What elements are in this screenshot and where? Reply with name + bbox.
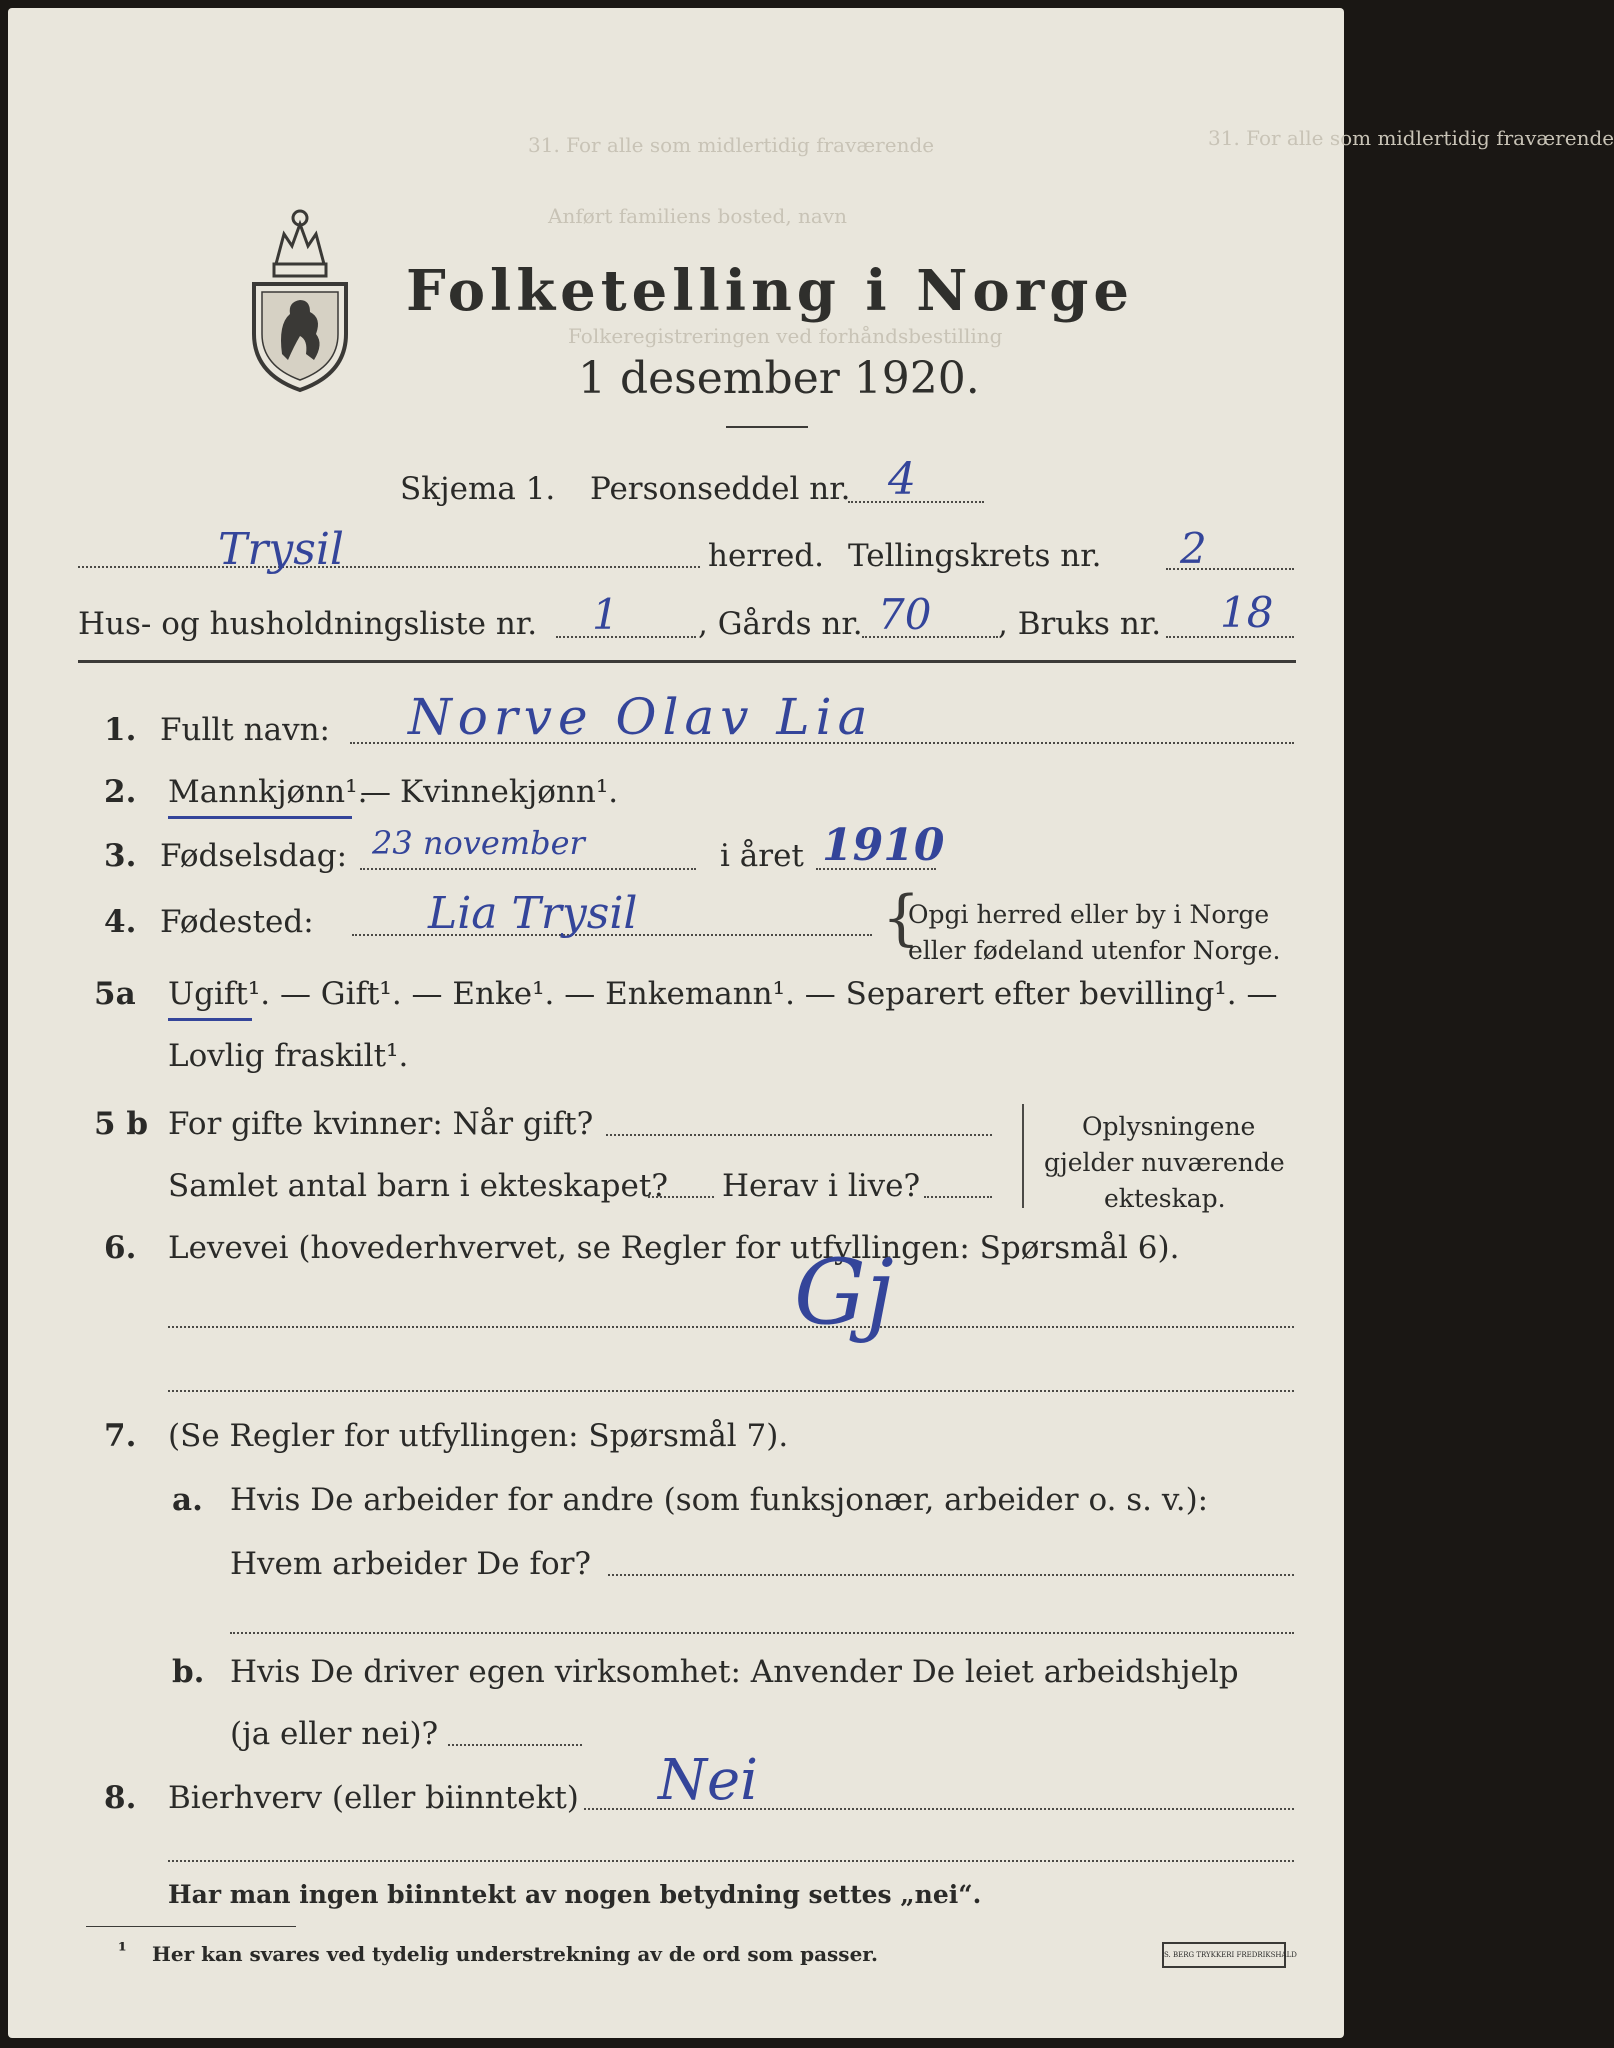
ghost-text: 31. For alle som midlertidig fraværende [528,133,935,157]
q8-value: Nei [658,1748,759,1813]
q6-line2 [168,1390,1294,1392]
q7a-line-extra [230,1632,1294,1634]
tellingskrets-value: 2 [1180,524,1207,573]
q7b-line [448,1744,582,1746]
q1-number: 1. [104,712,137,748]
q4-value: Lia Trysil [428,888,638,939]
q5a-line1: Ugift¹. — Gift¹. — Enke¹. — Enkemann¹. — Separert efter bevilling¹. — [168,976,1278,1012]
q4-label: Fødested: [160,904,314,940]
q6-number: 6. [104,1230,137,1266]
coat-of-arms-icon [244,194,356,394]
tellingskrets-label: Tellingskrets nr. [848,538,1102,574]
title-divider [726,426,808,428]
q7-number: 7. [104,1418,137,1454]
q3-year-label: i året [720,838,804,874]
personseddel-line [848,501,984,503]
q5b-children-line [648,1196,714,1198]
form-title: Folketelling i Norge [406,258,1135,324]
q5b-line2a: Samlet antal barn i ekteskapet? [168,1168,668,1204]
footnote-text: Her kan svares ved tydelig understrekning av de ord som passer. [152,1942,878,1966]
census-form: 31. For alle som midlertidig fraværende 31. For alle som midlertidig fraværende Anført familiens bosted, navn Folkeregistreringen ved forhåndsbestilling Folketelling i Norge 1 desember 1920. Skjema 1. Personseddel nr. 4 Trysil herred. Tellingskrets nr. 2 Hus- og husholdningsliste nr. 1 , Gårds nr. 70 , Bruks nr. 18 1. Fullt navn: Norve Olav Lia 2. Mannkjønn¹. — Kvinnekjønn¹. 3. Fødselsdag: 23 november i året 1910 4. Fødested: Lia Trysil { Opgi herred eller by i Norge eller fødeland utenfor Norge. 5a Ugift¹. — Gift¹. — Enke¹. — Enkemann¹. — Separert efter bevilling¹. — Lovlig fraskilt¹. 5 b For gifte kvinner: Når gift? Samlet antal barn i ekteskapet? Herav i live? Oplysningene gjelder nuværende ekteskap. 6. Levevei (hovederhvervet, se Regler for utfyllingen: Spørsmål 6). Gj 7. (Se Regler for utfyllingen: Spørsmål 7). a. Hvis De arbeider for andre (som funksjonær, arbeider o. s. v.): Hvem arbeider De for? b. Hvis De driver egen virksomhet: Anvender De leiet arbeidshjelp (ja eller nei)? 8. Bierhverv (eller biinntekt) Nei Har man ingen biinntekt av nogen betydning settes „nei“. ¹ Her kan svares ved tydelig understrekning av de ord som passer. S. BERG TRYKKERI FREDRIKSHALD [8,8,1344,2038]
footer-note: Har man ingen biinntekt av nogen betydning settes „nei“. [168,1880,982,1909]
q5b-note-line2: gjelder nuværende [1044,1148,1285,1177]
personseddel-label: Personseddel nr. [590,471,851,507]
q2-mann-underline [168,816,352,819]
q4-number: 4. [104,904,137,940]
q5b-note-bracket [1022,1104,1024,1208]
q4-note-line2: eller fødeland utenfor Norge. [908,936,1281,965]
herred-value: Trysil [218,524,344,575]
herred-label: herred. [708,538,824,574]
herred-line [78,566,700,568]
q5a-number: 5a [94,976,136,1012]
q2-number: 2. [104,774,137,810]
personseddel-value: 4 [888,454,916,505]
hus-label: Hus- og husholdningsliste nr. [78,606,538,642]
q5a-ugift-underline [168,1018,252,1021]
q4-note-line1: Opgi herred eller by i Norge [908,900,1270,929]
ghost-text: Folkeregistreringen ved forhåndsbestilling [568,324,1003,348]
q5b-note-line1: Oplysningene [1082,1112,1256,1141]
gards-value: 70 [878,590,932,639]
ghost-text: 31. For alle som midlertidig fraværende [1208,126,1614,150]
q6-label: Levevei (hovederhvervet, se Regler for utfyllingen: Spørsmål 6). [168,1230,1180,1266]
q8-number: 8. [104,1780,137,1816]
q5b-line2b: Herav i live? [722,1168,921,1204]
q7a-line2: Hvem arbeider De for? [230,1546,592,1582]
q3-year-value: 1910 [822,820,945,871]
q3-label: Fødselsdag: [160,838,348,874]
q1-label: Fullt navn: [160,712,330,748]
hus-value: 1 [592,590,619,639]
q7b-letter: b. [172,1654,205,1690]
q7a-line [608,1574,1294,1576]
q5b-line1: For gifte kvinner: Når gift? [168,1106,594,1142]
q7b-line1: Hvis De driver egen virksomhet: Anvender De leiet arbeidshjelp [230,1654,1239,1690]
q7-label: (Se Regler for utfyllingen: Spørsmål 7). [168,1418,789,1454]
bruks-label: , Bruks nr. [998,606,1162,642]
q5b-number: 5 b [94,1106,149,1142]
schema-label: Skjema 1. [400,471,556,507]
q2-sep: — [360,774,391,810]
q2-kvinne: Kvinnekjønn¹. [400,774,619,810]
printer-stamp: S. BERG TRYKKERI FREDRIKSHALD [1162,1942,1286,1968]
footnote-rule [86,1926,296,1927]
q2-mann: Mannkjønn¹. [168,774,368,810]
q3-value: 23 november [372,824,585,862]
q7b-line2: (ja eller nei)? [230,1716,439,1752]
q5b-when-line [606,1134,992,1136]
q5a-line2: Lovlig fraskilt¹. [168,1038,409,1074]
q7a-letter: a. [172,1482,203,1518]
bruks-value: 18 [1220,588,1274,637]
q5b-alive-line [924,1196,992,1198]
gards-label: , Gårds nr. [698,606,863,642]
q5b-note-line3: ekteskap. [1104,1184,1226,1213]
q3-date-line [360,868,696,870]
q3-number: 3. [104,838,137,874]
census-date: 1 desember 1920. [578,353,980,404]
hus-line [556,636,696,638]
footnote-mark: ¹ [118,1938,127,1962]
q1-value: Norve Olav Lia [408,688,874,746]
header-separator [78,660,1296,663]
q8-line-extra [168,1860,1294,1862]
ghost-text: Anført familiens bosted, navn [548,204,848,228]
q8-label: Bierhverv (eller biinntekt) [168,1780,579,1816]
q6-value: Gj [794,1240,894,1345]
q6-line1 [168,1326,1294,1328]
q7a-line1: Hvis De arbeider for andre (som funksjonær, arbeider o. s. v.): [230,1482,1209,1518]
